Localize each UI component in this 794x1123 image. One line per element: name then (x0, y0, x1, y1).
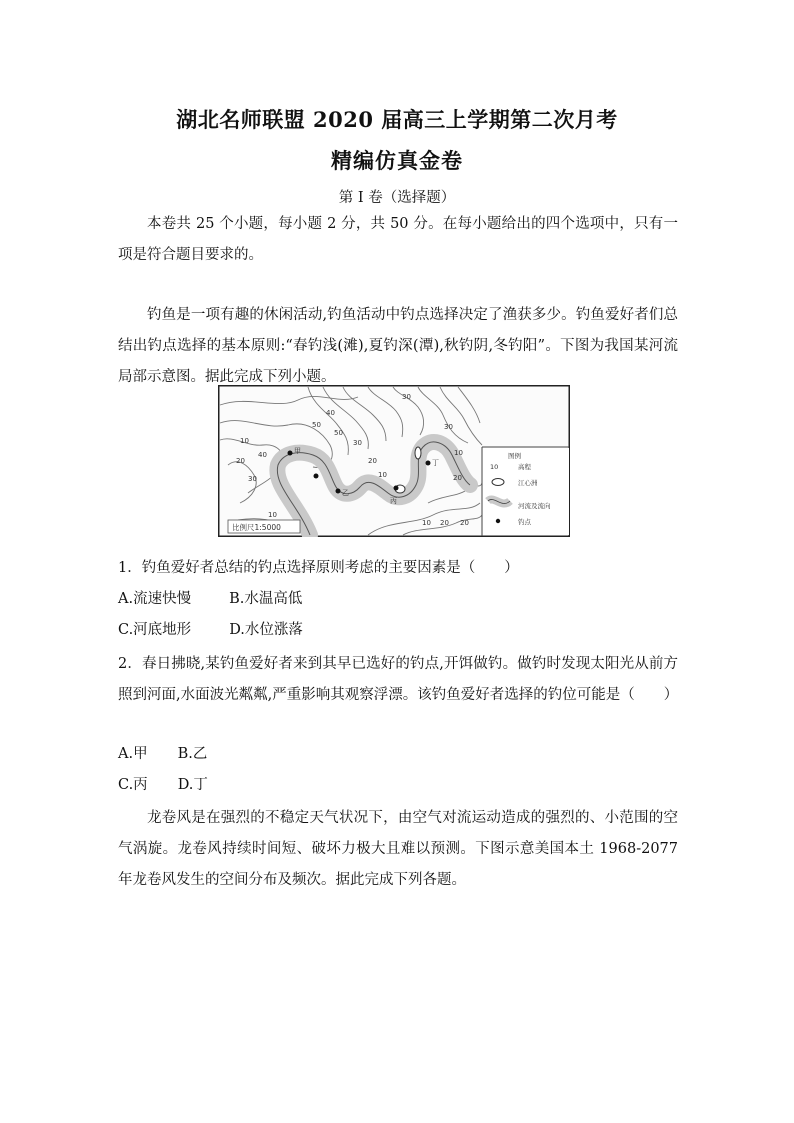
contour-label: 10 (422, 519, 431, 527)
label-ding: 丁 (432, 459, 439, 467)
legend-river: 河流及流向 (518, 502, 551, 510)
contour-label: 20 (236, 457, 245, 465)
legend-contour-number: 10 (490, 463, 499, 471)
contour-label: 40 (326, 409, 335, 417)
contour-label: 20 (453, 474, 462, 482)
instructions-paragraph: 本卷共 25 个小题，每小题 2 分，共 50 分。在每小题给出的四个选项中，只有一项是符合题目要求的。 (118, 216, 678, 263)
spot-yi-upper (314, 474, 319, 479)
question-2-option-c[interactable]: C.丙 (118, 777, 148, 793)
legend-island: 江心洲 (518, 479, 538, 487)
question-1-option-c[interactable]: C.河底地形 (118, 622, 192, 638)
question-1-options-ab (118, 587, 302, 608)
legend-spot-icon (496, 519, 500, 523)
contour-label: 10 (268, 511, 277, 519)
contour-label: 10 (378, 471, 387, 479)
legend-spot: 钓点 (518, 518, 531, 526)
legend-island-icon (492, 479, 504, 486)
question-1-stem: 1．钓鱼爱好者总结的钓点选择原则考虑的主要因素是（ ） (118, 560, 519, 576)
contour-label: 50 (312, 421, 321, 429)
question-1-option-a[interactable]: A.流速快慢 (118, 591, 192, 607)
question-2-option-a[interactable]: A.甲 (118, 746, 148, 762)
question-1-option-d[interactable]: D.水位涨落 (229, 622, 303, 638)
legend-contour: 高程 (518, 463, 531, 471)
map-legend (482, 447, 569, 536)
spot-jia (288, 451, 293, 456)
contour-label: 20 (440, 519, 449, 527)
question-2-options-ab (118, 742, 207, 763)
contour-label: 30 (248, 475, 257, 483)
contour-label: 50 (334, 429, 343, 437)
question-2-stem: 2．春日拂晓,某钓鱼爱好者来到其早已选好的钓点,开饵做钓。做钓时发现太阳光从前方照到河面,水面波光粼粼,严重影响其观察浮漂。该钓鱼爱好者选择的钓位可能是（ ） (118, 656, 679, 703)
fishing-passage: 钓鱼是一项有趣的休闲活动,钓鱼活动中钓点选择决定了渔获多少。钓鱼爱好者们总结出钓点选择的基本原则:“春钓浅(滩),夏钓深(潭),秋钓阴,冬钓阳”。下图为我国某河流局部示意图。据此完成下列小题。 (118, 307, 678, 385)
question-1-options-cd (118, 618, 303, 639)
question-2-options-cd (118, 773, 208, 794)
river-island (415, 447, 421, 459)
contour-label: 20 (368, 457, 377, 465)
contour-label: 10 (240, 437, 249, 445)
map-scale: 比例尺1:5000 (232, 523, 281, 532)
spot-bing (394, 486, 399, 491)
tornado-passage: 龙卷风是在强烈的不稳定天气状况下，由空气对流运动造成的强烈的、小范围的空气涡旋。龙卷风持续时间短、破坏力极大且难以预测。下图示意美国本土 1968-2077 年龙卷风发生的空间分布及频次。据此完成下列各题。 (118, 810, 678, 888)
legend-title: 图例 (508, 452, 521, 460)
label-bing: 丙 (390, 497, 397, 505)
question-2-option-b[interactable]: B.乙 (177, 746, 208, 762)
section-heading: 第 I 卷（选择题） (338, 190, 456, 206)
exam-subtitle: 精编仿真金卷 (331, 148, 463, 173)
spot-yi (336, 489, 341, 494)
contour-label: 10 (454, 449, 463, 457)
river-map-figure (218, 385, 570, 537)
contour-label: 30 (353, 439, 362, 447)
contour-label: 20 (460, 519, 469, 527)
contour-label: 30 (444, 423, 453, 431)
label-jia: 甲 (294, 447, 301, 455)
contour-label: 40 (258, 451, 267, 459)
spot-ding (426, 461, 431, 466)
question-2-option-d[interactable]: D.丁 (177, 777, 208, 793)
question-1-option-b[interactable]: B.水温高低 (229, 591, 303, 607)
label-yi: 乙 (342, 489, 349, 497)
contour-label: 30 (402, 393, 411, 401)
exam-title: 湖北名师联盟 2020 届高三上学期第二次月考 (176, 107, 618, 132)
